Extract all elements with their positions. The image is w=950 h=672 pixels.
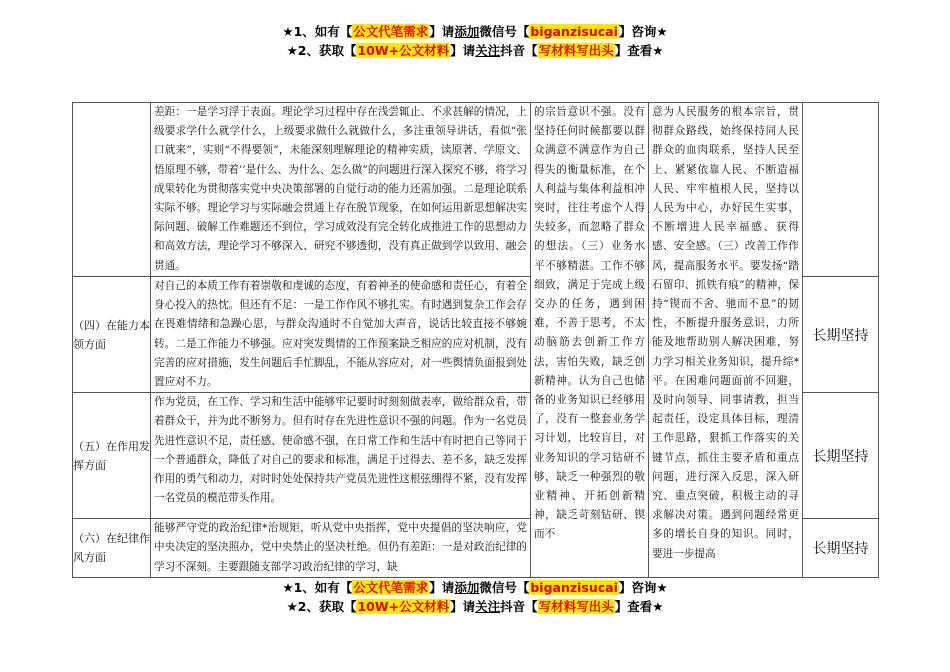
banner-text: ★2、获取【 [286, 599, 357, 614]
banner-highlight: 公文代笔需求 [353, 24, 429, 39]
banner-text: 】请 [429, 580, 455, 595]
banner-text: 】查看★ [614, 599, 664, 614]
banner-line-2 [0, 41, 950, 60]
problem-text: 作为党员，在工作、学习和生活中能够牢记要时时刻刻做表率，做给群众看，带着群众干，并为此不断努力。但有时存在先进性意识不强的问题。作为一名党员先进性意识不足，责任感、使命感不强，在日常工作和生活中有时把自己等同于一个普通群众，降低了对自己的要求和标准，满足于过得去、差不多，缺乏发挥作用的勇气和动力，对时时处处保持共产党员先进性这根弦绷得不紧，没有发挥一名党员的模范带头作用。 [154, 396, 527, 505]
bottom-banner [0, 578, 950, 616]
cause-text: 的宗旨意识不强。没有坚持任何时候都要以群众满意不满意作为自己得失的衡量标准，在个人利益与集体利益相冲突时，往往考虑个人得失较多，而忽略了群众的想法。（三）业务水平不够精湛。工作不够细致，满足于完成上级交办的任务，遇到困难，不善于思考，不太动脑筋去创新工作方法，害怕失败，缺乏创新精神。认为自己也储备的业务知识已经够用了，没有一整套业务学习计划，比较盲目，对业务知识的学习钻研不够，缺乏一种强烈的敬业精神、开拓创新精神，缺乏苛刻钻研、锲而不 [534, 106, 645, 541]
banner-text: 微信号【 [479, 580, 530, 595]
banner-highlight: biganzisucai [530, 580, 618, 595]
table-row [73, 103, 879, 277]
problem-text: 差距：一是学习浮于表面。理论学习过程中存在浅尝辄止、不求甚解的情况，上级要求学什么就学什么，上级要求做什么就做什么，多注重领导讲话，看似“张口就来”，实则“不得要领”，未能深刻理解理论的精神实质，读原著、学原文、悟原理不够，带着’’是什么、为什么、怎么做”的问题进行深入探究不够，将学习成果转化为贯彻落实党中央决策部署的自觉行动的能力还需加强。二是理论联系实际不够。理论学习与实际融会贯通上存在脱节现象，在如何运用新思想解决实际问题、破解工作难题还不到位，学习成效没有完全转化成推进工作的思想动力和高效方法，理论学习不够深入、研究不够透彻，没有真正做到学以致用、融会贯通。 [154, 106, 527, 272]
category-cell: （五）在作用发挥方面 [73, 393, 151, 519]
category-cell: （四）在能力本领方面 [73, 277, 151, 393]
banner-underline: 关注 [475, 599, 501, 614]
problem-cell [151, 277, 531, 393]
banner-text: 】请 [429, 24, 455, 39]
banner-underline: 添加 [454, 24, 480, 39]
banner-text: 】咨询★ [618, 580, 668, 595]
banner-highlight: 10W+公文材料 [357, 599, 450, 614]
measure-column [649, 103, 803, 578]
banner-highlight: 写材料写出头 [538, 599, 614, 614]
banner-text: 】咨询★ [618, 24, 668, 39]
banner-highlight: biganzisucai [530, 24, 618, 39]
banner-highlight: 10W+公文材料 [357, 43, 450, 58]
problem-cell [151, 519, 531, 578]
measure-text: 意为人民服务的根本宗旨，贯彻群众路线，始终保持同人民群众的血肉联系，坚持人民至上、紧紧依靠人民、不断造福人民、牢牢植根人民，坚持以人民为中心，办好民生实事，不断增进人民幸福感、获得感、安全感。（三）改善工作作风，提高服务水平。要发扬“踏石留印、抓铁有痕”的精神，保持“锲而不舍、驰而不息”的韧性，不断提升服务意识，力所能及地帮助别人解决困难，努力学习相关业务知识，提升综*平。在困难问题面前不回避，及时向领导、同事请教，担当起责任，设定具体目标，理清工作思路，狠抓工作落实的关键节点，抓住主要矛盾和重点问题，进行深入反思，深入研究、重点突破，积极主动的寻求解决对策。遇到问题经常更多的增长自身的知识。同时，要进一步提高 [652, 106, 799, 560]
banner-text: 微信号【 [479, 24, 530, 39]
cause-column [531, 103, 649, 578]
problem-text: 能够严守党的政治纪律*治规矩，听从党中央指挥，党中央提倡的坚决响应，党中央决定的坚决照办，党中央禁止的坚决杜绝。但仍有差距：一是对政治纪律的学习不深刻。主要跟随支部学习政治纪律的学习，缺 [154, 522, 527, 573]
banner-text: 】查看★ [614, 43, 664, 58]
banner-text: 抖音【 [500, 599, 538, 614]
banner-line-2 [0, 597, 950, 616]
problem-cell [151, 103, 531, 277]
problem-text: 对自己的本质工作有着崇敬和虔诚的态度，有着神圣的使命感和责任心，有着全身心投入的热忱。但还有不足：一是工作作风不够扎实。有时遇到复杂工作会存在畏难情绪和急躁心思，与群众沟通时不自觉加大声音，说话比较直接不够婉转。二是工作能力不够强。应对突发舆情的工作预案缺乏相应的应对机制，没有完善的应对措施，发生问题后手忙脚乱，不能从容应对，对一些舆情负面报到处置应对不力。 [154, 280, 527, 389]
banner-highlight: 公文代笔需求 [353, 580, 429, 595]
category-cell [73, 103, 151, 277]
banner-underline: 添加 [454, 580, 480, 595]
problem-cell [151, 393, 531, 519]
banner-text: 抖音【 [500, 43, 538, 58]
category-cell: （六）在纪律作风方面 [73, 519, 151, 578]
status-cell [803, 103, 879, 277]
banner-line-1 [0, 22, 950, 41]
banner-text: ★2、获取【 [286, 43, 357, 58]
status-cell: 长期坚持 [803, 393, 879, 519]
banner-highlight: 写材料写出头 [538, 43, 614, 58]
banner-text: ★1、如有【 [282, 24, 353, 39]
status-cell: 长期坚持 [803, 277, 879, 393]
banner-text: 】请 [450, 599, 476, 614]
top-banner [0, 22, 950, 60]
status-cell: 长期坚持 [803, 519, 879, 578]
rectification-table [72, 102, 879, 578]
banner-text: ★1、如有【 [282, 580, 353, 595]
banner-text: 】请 [450, 43, 476, 58]
banner-underline: 关注 [475, 43, 501, 58]
banner-line-1 [0, 578, 950, 597]
